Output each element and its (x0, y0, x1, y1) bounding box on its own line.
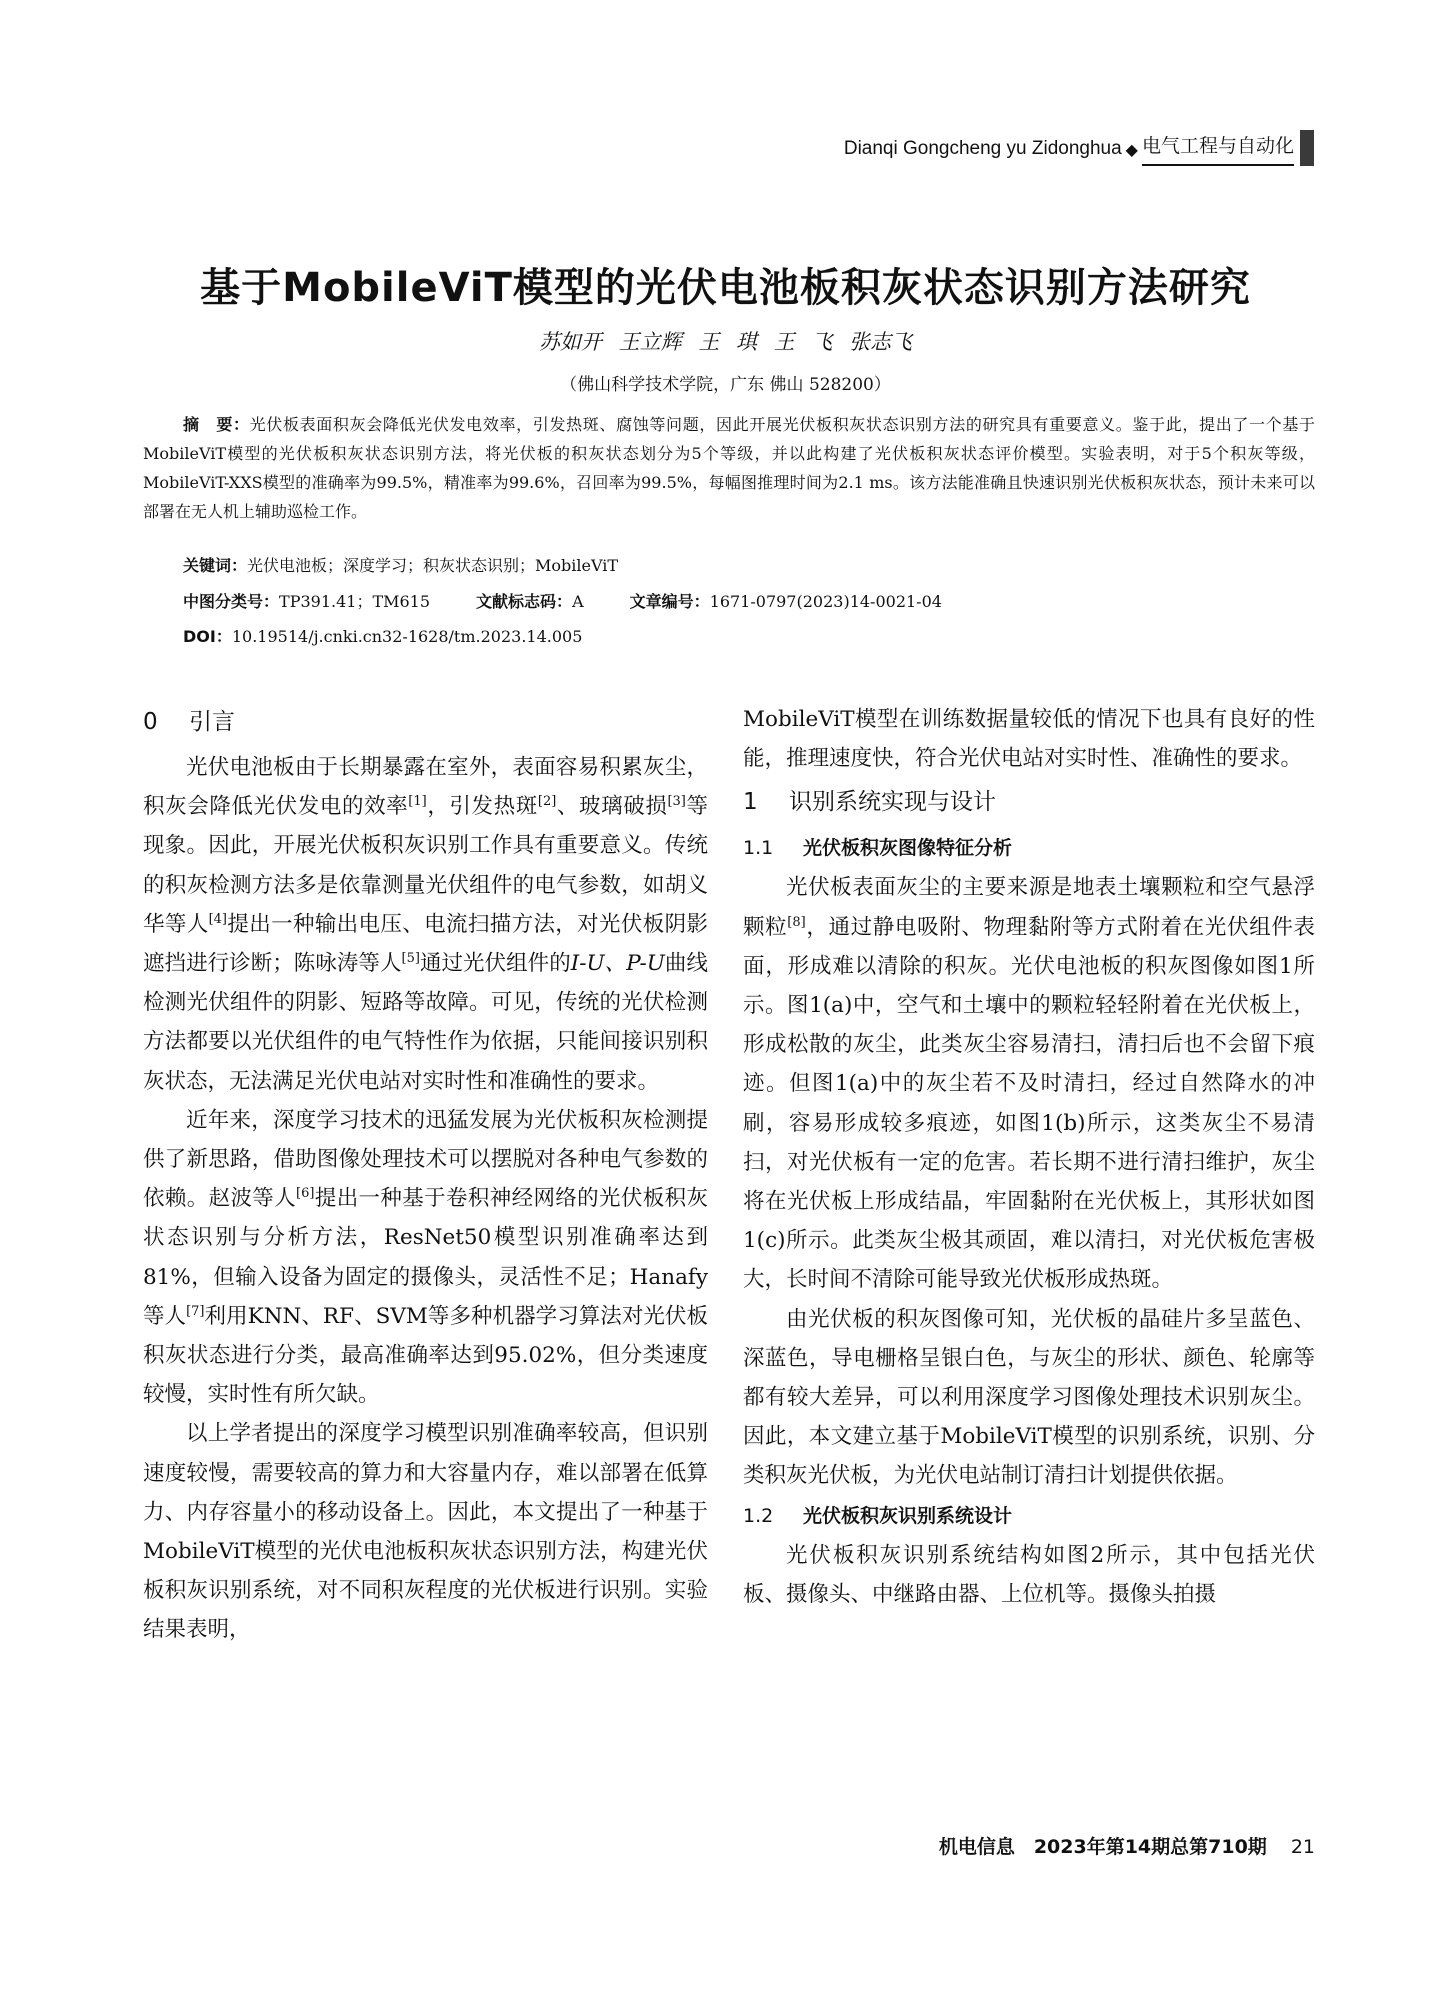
subsection-number: 1.2 (743, 1504, 774, 1527)
text-run: 近年来，深度学习技术的迅猛发展为光伏板积灰检测提供了新思路，借助图像处理技术可以摆脱对各种电气参数的依赖。赵波等人 (143, 1107, 708, 1212)
text-run: 提出一种输出电压、电流扫描方法，对光伏板阴影遮挡进行诊断；陈咏涛等人 (143, 911, 708, 977)
subsection-title: 光伏板积灰识别系统设计 (803, 1504, 1013, 1527)
text-run: ，引发热斑 (426, 794, 538, 820)
subsection-heading-1-1 (743, 828, 1315, 868)
running-header (778, 130, 1314, 166)
section-number: 1 (743, 789, 758, 816)
paper-title: 基于MobileViT模型的光伏电池板积灰状态识别方法研究 (200, 265, 1251, 311)
paragraph: 光伏板积灰识别系统结构如图2所示，其中包括光伏板、摄像头、中继路由器、上位机等。摄像头拍摄 (743, 1542, 1315, 1607)
citation-ref: [8] (787, 914, 806, 930)
citation-ref: [5] (401, 950, 420, 966)
paragraph: 由光伏板的积灰图像可知，光伏板的晶硅片多呈蓝色、深蓝色，导电栅格呈银白色，与灰尘的形状、颜色、轮廓等都有较大差异，可以利用深度学习图像处理技术识别灰尘。因此，本文建立基于MobileViT模型的识别系统，识别、分类积灰光伏板，为光伏电站制订清扫计划提供依据。 (743, 1306, 1315, 1489)
text-run: 提出一种基于卷积神经网络的光伏板积灰状态识别与分析方法，ResNet50模型识别准确率达到81%，但输入设备为固定的摄像头，灵活性不足；Hanafy等人 (143, 1186, 708, 1329)
clc-label: 中图分类号： (183, 592, 280, 611)
section-heading-1 (743, 782, 1315, 822)
text-run: 、玻璃破损 (556, 794, 668, 820)
keywords-text: 光伏电池板；深度学习；积灰状态识别；MobileViT (247, 556, 619, 575)
right-column (743, 700, 1315, 1614)
citation-ref: [1] (408, 794, 427, 810)
clc-value: TP391.41；TM615 (279, 592, 431, 611)
paragraph (743, 868, 1315, 1299)
citation-ref: [3] (667, 794, 686, 810)
page-footer (860, 1832, 1315, 1859)
text-run: 通过光伏组件的 (419, 951, 571, 977)
text-run: 等现象。因此，开展光伏板积灰识别工作具有重要意义。传统的积灰检测方法多是依靠测量光伏组件的电气参数，如胡义华等人 (143, 794, 708, 937)
doi-value: 10.19514/j.cnki.cn32-1628/tm.2023.14.005 (231, 627, 583, 646)
abstract (143, 410, 1315, 526)
keywords-label: 关键词： (183, 556, 248, 575)
citation-ref: [4] (208, 911, 228, 927)
citation-ref: [7] (186, 1303, 205, 1319)
keywords (183, 551, 1315, 580)
doi-label: DOI： (183, 627, 232, 646)
text-run: 光伏电池板由于长期暴露在室外，表面容易积累灰尘，积灰会降低光伏发电的效率 (143, 755, 708, 820)
text-run: 曲线检测光伏组件的阴影、短路等故障。可见，传统的光伏检测方法都要以光伏组件的电气特性作为依据，只能间接识别积灰状态，无法满足光伏电站对实时性和准确性的要求。 (143, 951, 708, 1094)
paragraph-continued: MobileViT模型在训练数据量较低的情况下也具有良好的性能，推理速度快，符合光伏电站对实时性、准确性的要求。 (743, 707, 1315, 772)
doc-code-value: A (572, 592, 584, 611)
subsection-heading-1-2 (743, 1496, 1315, 1536)
doi-line (183, 622, 1315, 651)
text-run: ，通过静电吸附、物理黏附等方式附着在光伏组件表面，形成难以清除的积灰。光伏电池板的积灰图像如图1所示。图1(a)中，空气和土壤中的颗粒轻轻附着在光伏板上，形成松散的灰尘，此类灰尘容易清扫，清扫后也不会留下痕迹。但图1(a)中的灰尘若不及时清扫，经过自然降水的冲刷，容易形成较多痕迹，如图1(b)所示，这类灰尘不易清扫，对光伏板有一定的危害。若长期不进行清扫维护，灰尘将在光伏板上形成结晶，牢固黏附在光伏板上，其形状如图1(c)所示。此类灰尘极其顽固，难以清扫，对光伏板危害极大，长时间不清除可能导致光伏板形成热斑。 (743, 914, 1315, 1293)
section-title: 引言 (189, 709, 235, 735)
section-heading-0 (143, 702, 708, 742)
citation-ref: [2] (537, 794, 557, 810)
header-bar (1300, 130, 1314, 166)
math-run: I-U、P-U (570, 951, 665, 977)
article-number-label: 文章编号： (629, 592, 710, 611)
classification-line (183, 587, 1315, 616)
footer-issue: 机电信息 2023年第14期总第710期 (938, 1836, 1267, 1858)
paragraph (143, 1101, 708, 1415)
section-number: 0 (143, 709, 158, 735)
subsection-number: 1.1 (743, 837, 774, 860)
journal-name-cn: 电气工程与自动化 (1142, 131, 1294, 166)
left-column (143, 702, 708, 1650)
journal-pinyin: Dianqi Gongcheng yu Zidonghua (843, 138, 1122, 159)
section-title: 识别系统实现与设计 (789, 789, 996, 816)
subsection-title: 光伏板积灰图像特征分析 (803, 837, 1013, 860)
page-number: 21 (1290, 1836, 1315, 1858)
abstract-text: 光伏板表面积灰会降低光伏发电效率，引发热斑、腐蚀等问题，因此开展光伏板积灰状态识别方法的研究具有重要意义。鉴于此，提出了一个基于MobileViT模型的光伏板积灰状态识别方法，将光伏板的积灰状态划分为5个等级，并以此构建了光伏板积灰状态评价模型。实验表明，对于5个积灰等级，MobileViT-XXS模型的准确率为99.5%，精准率为99.6%，召回率为99.5%，每幅图推理时间为2.1 ms。该方法能准确且快速识别光伏板积灰状态，预计未来可以部署在无人机上辅助巡检工作。 (143, 415, 1315, 521)
author-list: 苏如开 王立辉 王 琪 王 飞 张志飞 (538, 330, 913, 354)
paragraph (143, 748, 708, 1101)
text-run: 利用KNN、RF、SVM等多种机器学习算法对光伏板积灰状态进行分类，最高准确率达到95.02%，但分类速度较慢，实时性有所欠缺。 (143, 1303, 708, 1408)
doc-code-label: 文献标志码： (476, 592, 573, 611)
diamond-icon: ◆ (1125, 142, 1138, 159)
citation-ref: [6] (296, 1186, 315, 1202)
affiliation: （佛山科学技术学院，广东 佛山 528200） (560, 375, 891, 395)
article-number-value: 1671-0797(2023)14-0021-04 (709, 592, 942, 611)
paragraph: 以上学者提出的深度学习模型识别准确率较高，但识别速度较慢，需要较高的算力和大容量内存，难以部署在低算力、内存容量小的移动设备上。因此，本文提出了一种基于MobileViT模型的光伏电池板积灰状态识别方法，构建光伏板积灰识别系统，对不同积灰程度的光伏板进行识别。实验结果表明， (143, 1421, 708, 1643)
text-run: 光伏板表面灰尘的主要来源是地表土壤颗粒和空气悬浮颗粒 (743, 875, 1315, 940)
abstract-label: 摘 要： (183, 415, 250, 434)
